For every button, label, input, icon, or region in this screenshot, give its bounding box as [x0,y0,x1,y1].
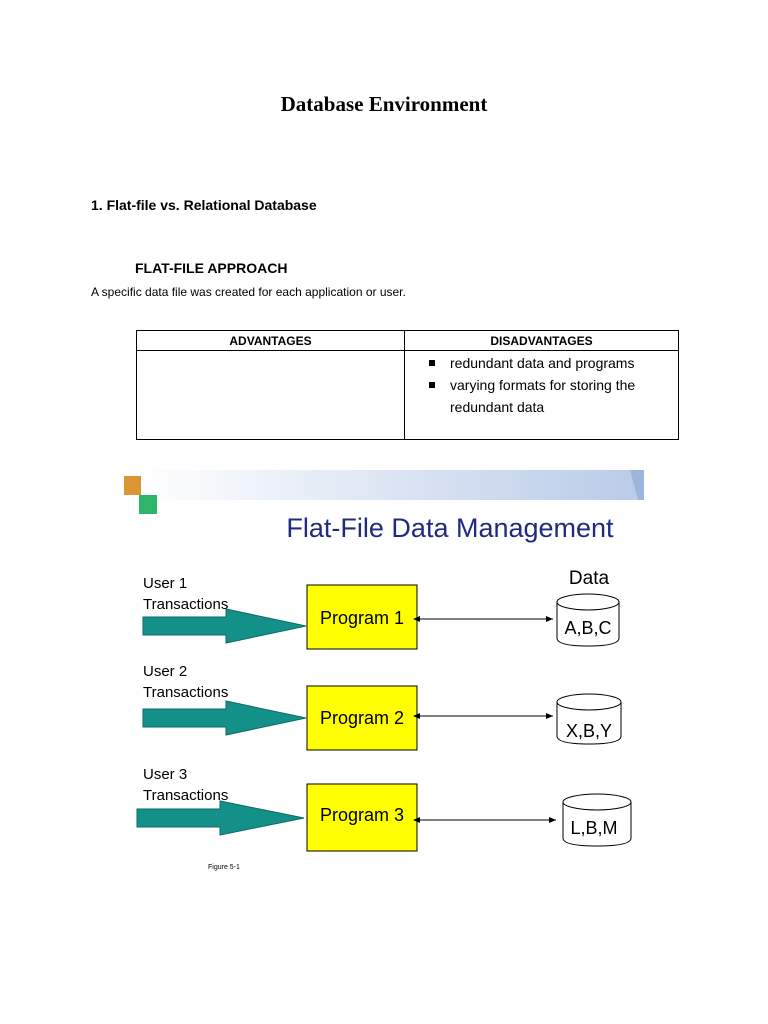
data-label: A,B,C [564,618,612,638]
user-label: User 1 [143,575,188,592]
diagram-row-2 [143,663,621,750]
program-label: Program 2 [319,708,405,728]
bullet-text: varying formats for storing the redundant data [450,377,636,415]
transactions-label: Transactions [143,596,229,613]
accent-square-orange [124,476,141,495]
transaction-arrow-icon [143,609,306,643]
diagram-row-3 [137,766,631,851]
figure-caption: Figure 5-1 [208,864,240,871]
data-heading: Data [568,568,610,589]
title-banner [138,470,644,500]
bullet-text: redundant data and programs [450,355,635,371]
program-label: Program 1 [319,608,405,628]
data-label: X,B,Y [565,721,613,741]
transactions-label: Transactions [143,787,229,804]
page-title: Database Environment [280,92,488,116]
transactions-label: Transactions [143,684,229,701]
intro-text: A specific data file was created for each application or user. [91,285,406,299]
figure-title: Flat-File Data Management [286,513,614,543]
disadvantages-header: DISADVANTAGES [405,331,679,351]
sub-heading: FLAT-FILE APPROACH [135,260,288,276]
section-heading: 1. Flat-file vs. Relational Database [91,197,317,213]
transaction-arrow-icon [143,701,306,735]
transaction-arrow-icon [137,801,304,835]
accent-square-green [139,495,157,514]
advantages-header: ADVANTAGES [137,331,405,351]
diagram-row-1 [143,575,619,649]
user-label: User 3 [143,766,188,783]
data-label: L,B,M [570,818,618,838]
program-label: Program 3 [319,805,405,825]
user-label: User 2 [143,663,188,680]
